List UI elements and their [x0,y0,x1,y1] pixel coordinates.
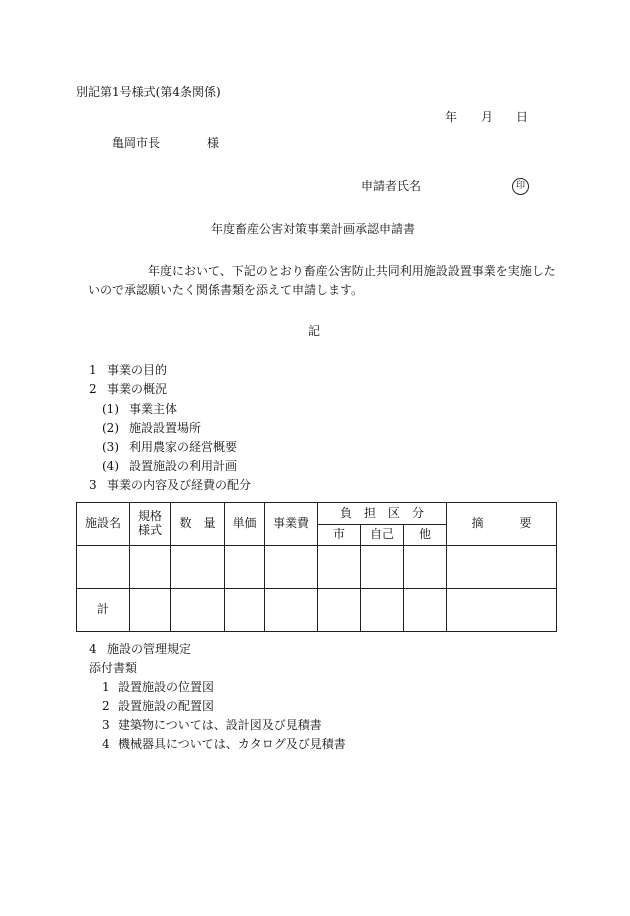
table-cell[interactable] [130,589,171,632]
attachment-number: 1 [102,680,110,694]
date-month: 月 [481,110,494,124]
table-cell[interactable] [265,589,318,632]
table-cell[interactable] [318,589,361,632]
table-cell[interactable] [225,546,265,589]
seal-icon: 印 [512,178,529,195]
table-row [77,546,557,589]
item-text: 事業の概況 [107,382,168,396]
header-burden-division: 負 担 区 分 [318,503,447,525]
subitem-number: (1) [102,402,119,416]
attachment-number: 2 [102,699,110,713]
date-day: 日 [516,110,529,124]
table-cell[interactable] [130,546,171,589]
attachment-text: 設置施設の配置図 [118,699,215,713]
subitem-number: (2) [102,421,119,435]
header-spec-line: 規格 [137,509,162,524]
header-self: 自己 [361,525,404,546]
item-number: 4 [89,642,97,656]
table-cell[interactable] [361,589,404,632]
addressee-name: 亀岡市長 [112,136,161,150]
attachment-number: 3 [102,718,110,732]
subitem-text: 施設設置場所 [129,421,202,435]
table-cell[interactable] [171,546,225,589]
table-cell[interactable] [361,546,404,589]
subitem-text: 事業主体 [129,402,178,416]
header-unit-price: 単価 [225,503,265,546]
applicant-label: 申請者氏名 [361,179,422,193]
header-project-cost: 事業費 [265,503,318,546]
document-title: 年度畜産公害対策事業計画承認申請書 [211,222,416,236]
subitem-text: 設置施設の利用計画 [129,459,238,473]
table-cell[interactable] [447,546,557,589]
table-cell[interactable] [225,589,265,632]
date-year: 年 [445,110,458,124]
table-cell[interactable] [447,589,557,632]
header-other: 他 [404,525,447,546]
header-city: 市 [318,525,361,546]
item-number: 3 [89,478,97,492]
header-facility-name: 施設名 [77,503,130,546]
header-quantity: 数 量 [171,503,225,546]
total-label: 計 [77,589,130,632]
total-row [77,589,557,632]
table-cell[interactable] [404,546,447,589]
header-format-line: 様式 [137,523,162,537]
table-cell[interactable] [318,546,361,589]
subitem-number: (3) [102,440,119,454]
item-text: 施設の管理規定 [107,642,192,656]
item-text: 事業の内容及び経費の配分 [107,478,252,492]
ki-heading: 記 [308,324,321,338]
attachment-text: 建築物については、設計図及び見積書 [118,718,322,732]
item-number: 2 [89,382,97,396]
header-remarks: 摘 要 [447,503,557,546]
attachments-heading: 添付書類 [89,661,138,675]
table-cell[interactable] [171,589,225,632]
body-line-2: いので承認願いたく関係書類を添えて申請します。 [88,283,364,297]
table-cell[interactable] [77,546,130,589]
addressee-honorific: 様 [207,136,220,150]
table-cell[interactable] [265,546,318,589]
header-spec-format [130,503,171,546]
form-label: 別記第1号様式(第4条関係) [76,85,221,99]
attachment-number: 4 [102,737,110,751]
item-number: 1 [89,363,97,377]
attachment-text: 機械器具については、カタログ及び見積書 [118,737,346,751]
body-line-1: 年度において、下記のとおり畜産公害防止共同利用施設設置事業を実施した [148,264,556,278]
attachment-text: 設置施設の位置図 [118,680,215,694]
subitem-number: (4) [102,459,119,473]
cost-allocation-table [76,502,557,632]
table-cell[interactable] [404,589,447,632]
item-text: 事業の目的 [107,363,168,377]
subitem-text: 利用農家の経営概要 [129,440,238,454]
